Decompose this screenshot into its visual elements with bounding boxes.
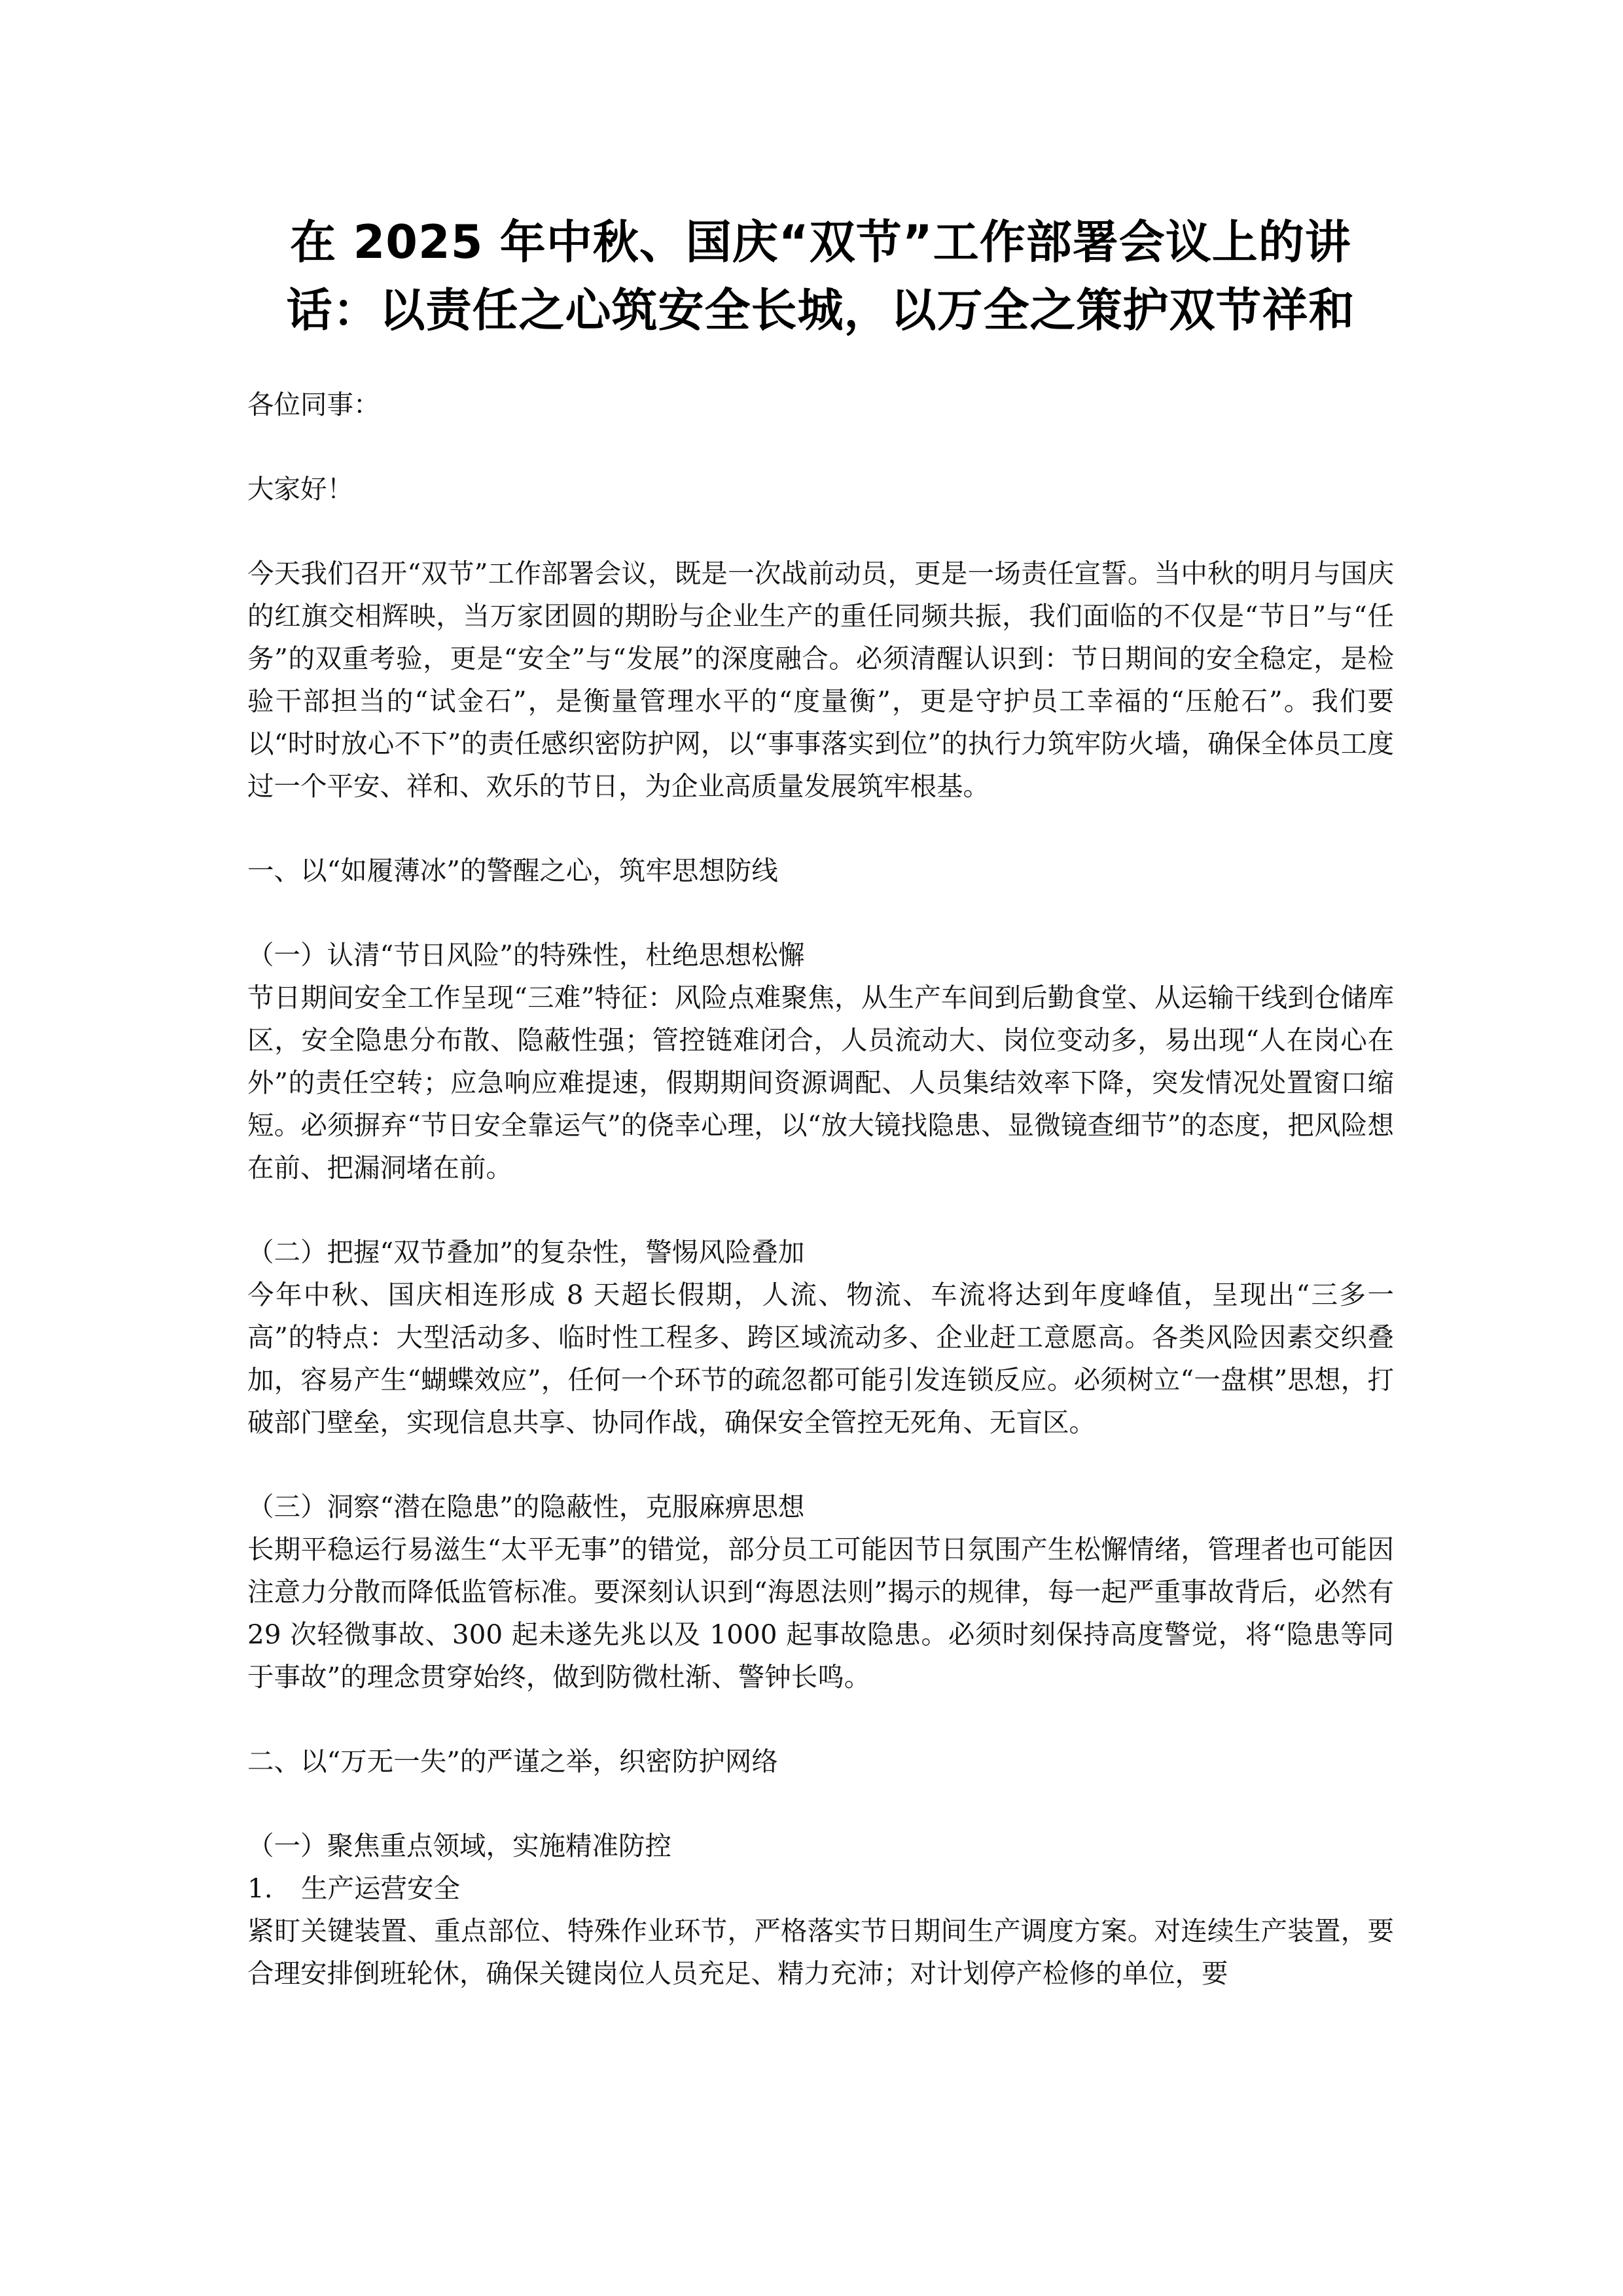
title-line-1: 在 2025 年中秋、国庆“双节”工作部署会议上的讲 [290,215,1351,269]
subsection-2-1 [247,1825,1394,1995]
subsection-heading: （三）洞察“潜在隐患”的隐蔽性，克服麻痹思想 [247,1491,805,1522]
greeting: 大家好！ [247,473,353,505]
subsection-1-2 [247,1231,1394,1444]
subsection-heading: （二）把握“双节叠加”的复杂性，警惕风险叠加 [247,1236,805,1268]
subsection-1-1 [247,934,1394,1189]
item-title: 生产运营安全 [301,1873,460,1904]
subsection-heading: （一）聚焦重点领域，实施精准防控 [247,1830,671,1861]
title-line-2: 话：以责任之心筑安全长城，以万全之策护双节祥和 [286,283,1355,337]
item-number: 1. [247,1873,273,1904]
salutation: 各位同事： [247,389,380,420]
document-title [247,208,1394,344]
section-2-heading: 二、以“万无一失”的严谨之举，织密防护网络 [247,1746,778,1777]
subsection-body: 今年中秋、国庆相连形成 8 天超长假期，人流、物流、车流将达到年度峰值，呈现出“三多一高”的特点：大型活动多、临时性工程多、跨区域流动多、企业赶工意愿高。各类风险因素交织叠加，容易产生“蝴蝶效应”，任何一个环节的疏忽都可能引发连锁反应。必须树立“一盘棋”思想，打破部门壁垒，实现信息共享、协同作战，确保安全管控无死角、无盲区。 [247,1279,1394,1438]
section-1-heading: 一、以“如履薄冰”的警醒之心，筑牢思想防线 [247,855,778,886]
subsection-body: 节日期间安全工作呈现“三难”特征：风险点难聚焦，从生产车间到后勤食堂、从运输干线到仓储库区，安全隐患分布散、隐蔽性强；管控链难闭合，人员流动大、岗位变动多，易出现“人在岗心在外”的责任空转；应急响应难提速，假期期间资源调配、人员集结效率下降，突发情况处置窗口缩短。必须摒弃“节日安全靠运气”的侥幸心理，以“放大镜找隐患、显微镜查细节”的态度，把风险想在前、把漏洞堵在前。 [247,982,1394,1183]
subsection-body: 长期平稳运行易滋生“太平无事”的错觉，部分员工可能因节日氛围产生松懈情绪，管理者也可能因注意力分散而降低监管标准。要深刻认识到“海恩法则”揭示的规律，每一起严重事故背后，必然有 29 次轻微事故、300 起未遂先兆以及 1000 起事故隐患。必须时刻保持高度警觉，将“隐患等同于事故”的理念贯穿始终，做到防微杜渐、警钟长鸣。 [247,1534,1394,1693]
intro-paragraph: 今天我们召开“双节”工作部署会议，既是一次战前动员，更是一场责任宣誓。当中秋的明月与国庆的红旗交相辉映，当万家团圆的期盼与企业生产的重任同频共振，我们面临的不仅是“节日”与“任务”的双重考验，更是“安全”与“发展”的深度融合。必须清醒认识到：节日期间的安全稳定，是检验干部担当的“试金石”，是衡量管理水平的“度量衡”，更是守护员工幸福的“压舱石”。我们要以“时时放心不下”的责任感织密防护网，以“事事落实到位”的执行力筑牢防火墙，确保全体员工度过一个平安、祥和、欢乐的节日，为企业高质量发展筑牢根基。 [247,558,1394,802]
numbered-item [247,1867,1394,1910]
subsection-1-3 [247,1486,1394,1698]
document-content [247,208,1394,1995]
subsection-heading: （一）认清“节日风险”的特殊性，杜绝思想松懈 [247,939,805,971]
subsection-body: 紧盯关键装置、重点部位、特殊作业环节，严格落实节日期间生产调度方案。对连续生产装置，要合理安排倒班轮休，确保关键岗位人员充足、精力充沛；对计划停产检修的单位，要 [247,1915,1394,1989]
